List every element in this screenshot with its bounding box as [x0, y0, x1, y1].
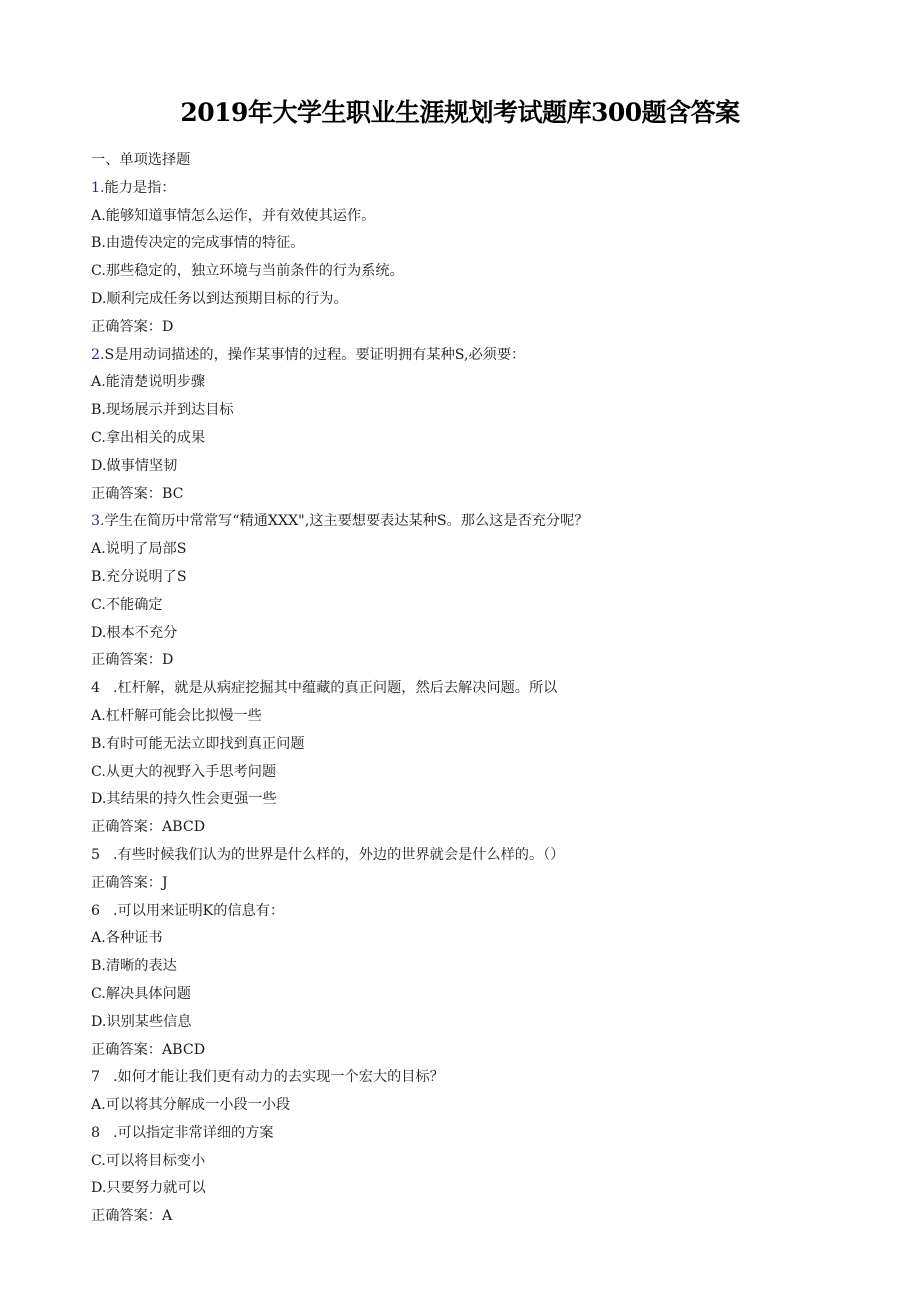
question-list	[91, 175, 851, 1231]
question-number: 5	[91, 846, 101, 863]
option-line	[91, 286, 851, 314]
answer-line	[91, 1037, 851, 1065]
line-text: 正确答案：BC	[91, 485, 184, 502]
line-text: D.根本不充分	[91, 624, 178, 641]
question-line	[91, 1064, 851, 1092]
line-text: B.充分说明了S	[91, 568, 187, 585]
document-body	[91, 147, 851, 1231]
answer-line	[91, 314, 851, 342]
option-line	[91, 425, 851, 453]
option-line	[91, 258, 851, 286]
line-text: 正确答案：ABCD	[91, 819, 206, 836]
answer-line	[91, 870, 851, 898]
question-line	[91, 675, 851, 703]
question-line	[91, 175, 851, 203]
section-heading: 一、单项选择题	[91, 152, 191, 168]
line-text: C.解决具体问题	[91, 985, 191, 1002]
line-text: 能力是指：	[104, 179, 176, 196]
line-text: A.杠杆解可能会比拟慢一些	[91, 707, 262, 724]
line-text: D.只要努力就可以	[91, 1180, 206, 1197]
question-number: 6	[91, 902, 101, 919]
option-line	[91, 369, 851, 397]
option-line	[91, 1175, 851, 1203]
line-text: D.其结果的持久性会更强一些	[91, 791, 277, 808]
line-text: S是用动词描述的，操作某事情的过程。要证明拥有某种S,必须要：	[104, 346, 526, 363]
line-text: .有些时候我们认为的世界是什么样的，外边的世界就会是什么样的。（）	[113, 846, 565, 863]
line-text: A.各种证书	[91, 930, 163, 947]
option-line	[91, 203, 851, 231]
line-text: B.有时可能无法立即找到真正问题	[91, 735, 305, 752]
answer-line	[91, 647, 851, 675]
option-line	[91, 731, 851, 759]
line-text: D.识别某些信息	[91, 1013, 192, 1030]
line-text: 正确答案：ABCD	[91, 1041, 206, 1058]
option-line	[91, 925, 851, 953]
line-text: A.能够知道事情怎么运作，并有效使其运作。	[91, 207, 376, 224]
line-text: C.那些稳定的，独立环境与当前条件的行为系统。	[91, 263, 404, 280]
line-text: D.顺利完成任务以到达预期目标的行为。	[91, 290, 348, 307]
line-text: D.做事情坚韧	[91, 457, 178, 474]
question-line	[91, 508, 851, 536]
answer-line	[91, 481, 851, 509]
line-text: 学生在简历中常常写“精通XXX",这主要想要表达某种S。那么这是否充分呢？	[104, 513, 589, 530]
line-text: 正确答案：A	[91, 1208, 173, 1225]
question-number: 2.	[91, 346, 105, 363]
option-line	[91, 1092, 851, 1120]
line-text: A.能清楚说明步骤	[91, 374, 206, 391]
line-text: B.清晰的表达	[91, 958, 177, 975]
option-line	[91, 953, 851, 981]
question-number: 3.	[91, 513, 105, 530]
option-line	[91, 230, 851, 258]
option-line	[91, 536, 851, 564]
line-text: B.现场展示并到达目标	[91, 402, 234, 419]
option-line	[91, 397, 851, 425]
line-text: B.由遗传决定的完成事情的特征。	[91, 235, 305, 252]
answer-line	[91, 1203, 851, 1231]
line-text: .如何才能让我们更有动力的去实现一个宏大的目标？	[113, 1069, 444, 1086]
question-line	[91, 842, 851, 870]
line-text: A.说明了局部S	[91, 541, 187, 558]
document-title: 2019年大学生职业生涯规划考试题库300题含答案	[180, 98, 740, 127]
option-line	[91, 592, 851, 620]
option-line	[91, 620, 851, 648]
question-number: 4	[91, 680, 101, 697]
question-number: 1.	[91, 179, 105, 196]
question-number: 8	[91, 1124, 101, 1141]
line-text: 正确答案：D	[91, 318, 174, 335]
option-line	[91, 1148, 851, 1176]
line-text: C.不能确定	[91, 596, 163, 613]
option-line	[91, 564, 851, 592]
line-text: .可以用来证明K的信息有：	[113, 902, 285, 919]
line-text: 正确答案：D	[91, 652, 174, 669]
line-text: C.拿出相关的成果	[91, 429, 206, 446]
line-text: C.可以将目标变小	[91, 1152, 206, 1169]
question-line	[91, 1120, 851, 1148]
option-line	[91, 703, 851, 731]
question-line	[91, 342, 851, 370]
option-line	[91, 786, 851, 814]
answer-line	[91, 814, 851, 842]
option-line	[91, 1009, 851, 1037]
line-text: 正确答案：J	[91, 874, 168, 891]
option-line	[91, 453, 851, 481]
question-line	[91, 898, 851, 926]
line-text: .可以指定非常详细的方案	[113, 1124, 274, 1141]
question-number: 7	[91, 1069, 101, 1086]
line-text: C.从更大的视野入手思考问题	[91, 763, 277, 780]
option-line	[91, 759, 851, 787]
line-text: .杠杆解，就是从病症挖掘其中蕴藏的真正问题，然后去解决问题。所以	[113, 680, 558, 697]
line-text: A.可以将其分解成一小段一小段	[91, 1097, 291, 1114]
option-line	[91, 981, 851, 1009]
